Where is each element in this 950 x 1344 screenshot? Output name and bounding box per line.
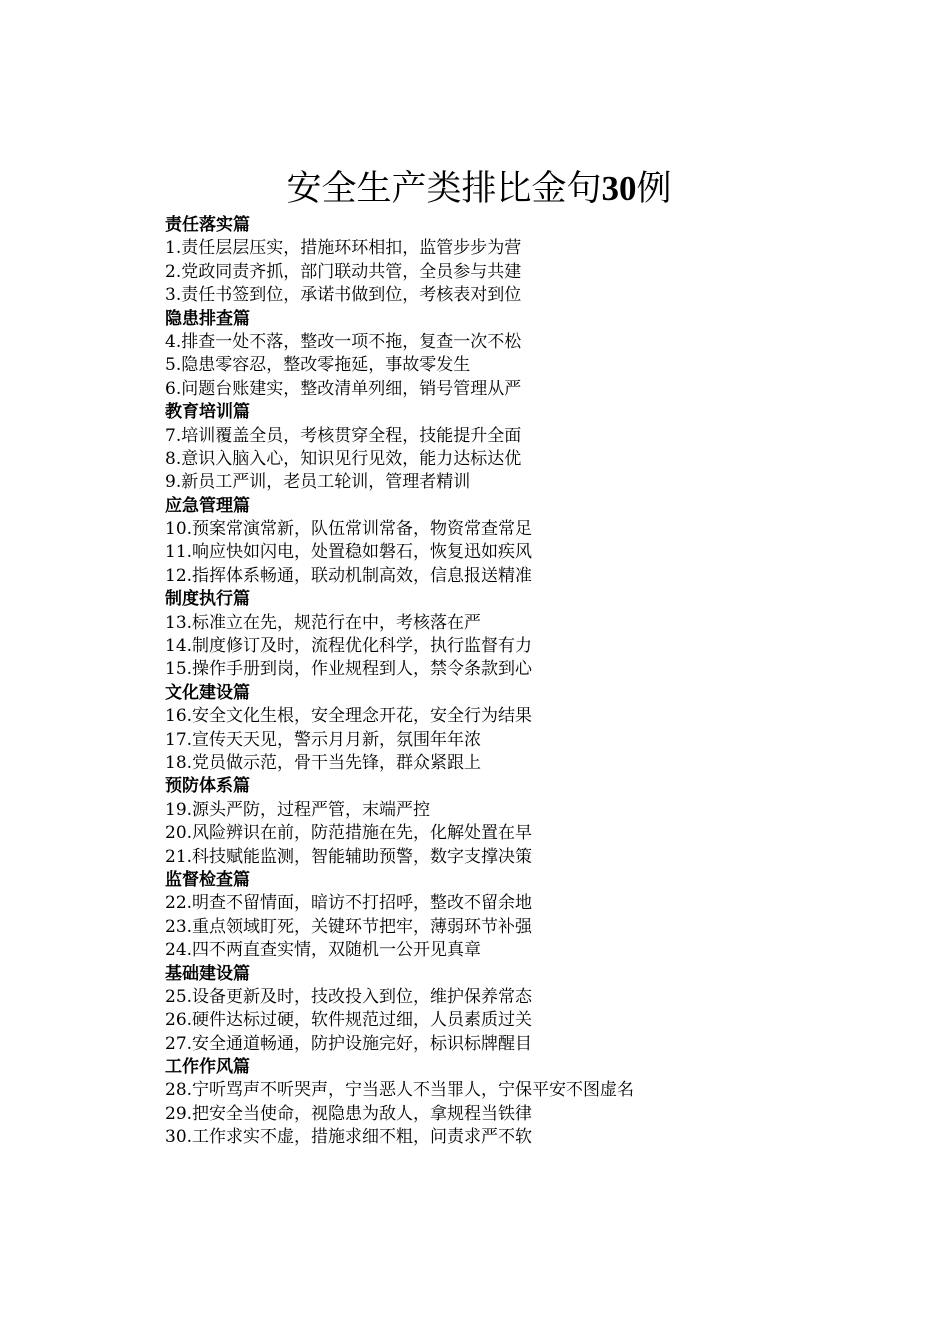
list-item: 11.响应快如闪电，处置稳如磐石，恢复迅如疾风 <box>165 542 533 563</box>
section <box>165 214 925 308</box>
list-item: 13.标准立在先，规范行在中，考核落在严 <box>165 612 482 633</box>
list-item: 29.把安全当使命，视隐患为敌人，拿规程当铁律 <box>165 1103 533 1124</box>
section <box>165 401 925 495</box>
list-item: 23.重点领域盯死，关键环节把牢，薄弱环节补强 <box>165 916 533 937</box>
list-item: 28.宁听骂声不听哭声，宁当恶人不当罪人，宁保平安不图虚名 <box>165 1080 635 1101</box>
list-item: 4.排查一处不落，整改一项不拖，复查一次不松 <box>165 331 522 352</box>
list-item: 7.培训覆盖全员，考核贯穿全程，技能提升全面 <box>165 425 522 446</box>
section-heading: 教育培训篇 <box>165 402 250 423</box>
section-heading: 监督检查篇 <box>165 869 250 890</box>
list-item: 30.工作求实不虚，措施求细不粗，问责求严不软 <box>165 1127 533 1148</box>
page-title <box>0 166 950 212</box>
list-item: 1.责任层层压实，措施环环相扣，监管步步为营 <box>165 238 522 259</box>
section <box>165 495 925 589</box>
section-heading: 工作作风篇 <box>165 1057 250 1078</box>
title-text: 安全生产类排比金句 <box>286 169 602 209</box>
list-item: 19.源头严防，过程严管，末端严控 <box>165 799 431 820</box>
section-heading: 预防体系篇 <box>165 776 250 797</box>
section-heading: 隐患排查篇 <box>165 308 250 329</box>
title-number: 30 <box>601 169 637 208</box>
list-item: 26.硬件达标过硬，软件规范过细，人员素质过关 <box>165 1010 533 1031</box>
list-item: 18.党员做示范，骨干当先锋，群众紧跟上 <box>165 752 482 773</box>
list-item: 9.新员工严训，老员工轮训，管理者精训 <box>165 472 471 493</box>
list-item: 6.问题台账建实，整改清单列细，销号管理从严 <box>165 378 522 399</box>
section-heading: 责任落实篇 <box>165 215 250 235</box>
section-heading: 应急管理篇 <box>165 495 250 516</box>
list-item: 2.党政同责齐抓，部门联动共管，全员参与共建 <box>165 261 522 282</box>
section <box>165 682 925 776</box>
section-heading: 文化建设篇 <box>165 682 250 703</box>
list-item: 20.风险辨识在前，防范措施在先，化解处置在早 <box>165 823 533 844</box>
section <box>165 963 925 1057</box>
list-item: 17.宣传天天见，警示月月新，氛围年年浓 <box>165 729 482 750</box>
document-body <box>165 214 925 1150</box>
section <box>165 775 925 869</box>
section <box>165 308 925 402</box>
list-item: 8.意识入脑入心，知识见行见效，能力达标达优 <box>165 448 522 469</box>
list-item: 12.指挥体系畅通，联动机制高效，信息报送精准 <box>165 565 533 586</box>
section-heading: 制度执行篇 <box>165 589 250 610</box>
list-item: 22.明查不留情面，暗访不打招呼，整改不留余地 <box>165 893 533 914</box>
list-item: 15.操作手册到岗，作业规程到人，禁令条款到心 <box>165 659 533 680</box>
list-item: 27.安全通道畅通，防护设施完好，标识标牌醒目 <box>165 1033 533 1054</box>
list-item: 25.设备更新及时，技改投入到位，维护保养常态 <box>165 986 533 1007</box>
section <box>165 588 925 682</box>
list-item: 16.安全文化生根，安全理念开花，安全行为结果 <box>165 706 533 727</box>
list-item: 5.隐患零容忍，整改零拖延，事故零发生 <box>165 355 471 376</box>
list-item: 21.科技赋能监测，智能辅助预警，数字支撑决策 <box>165 846 533 867</box>
list-item: 24.四不两直查实情，双随机一公开见真章 <box>165 940 482 961</box>
section <box>165 869 925 963</box>
list-item: 3.责任书签到位，承诺书做到位，考核表对到位 <box>165 285 522 306</box>
title-suffix: 例 <box>636 169 672 209</box>
section <box>165 1056 925 1150</box>
list-item: 14.制度修订及时，流程优化科学，执行监督有力 <box>165 636 533 657</box>
list-item: 10.预案常演常新，队伍常训常备，物资常查常足 <box>165 519 533 540</box>
section-heading: 基础建设篇 <box>165 963 250 984</box>
